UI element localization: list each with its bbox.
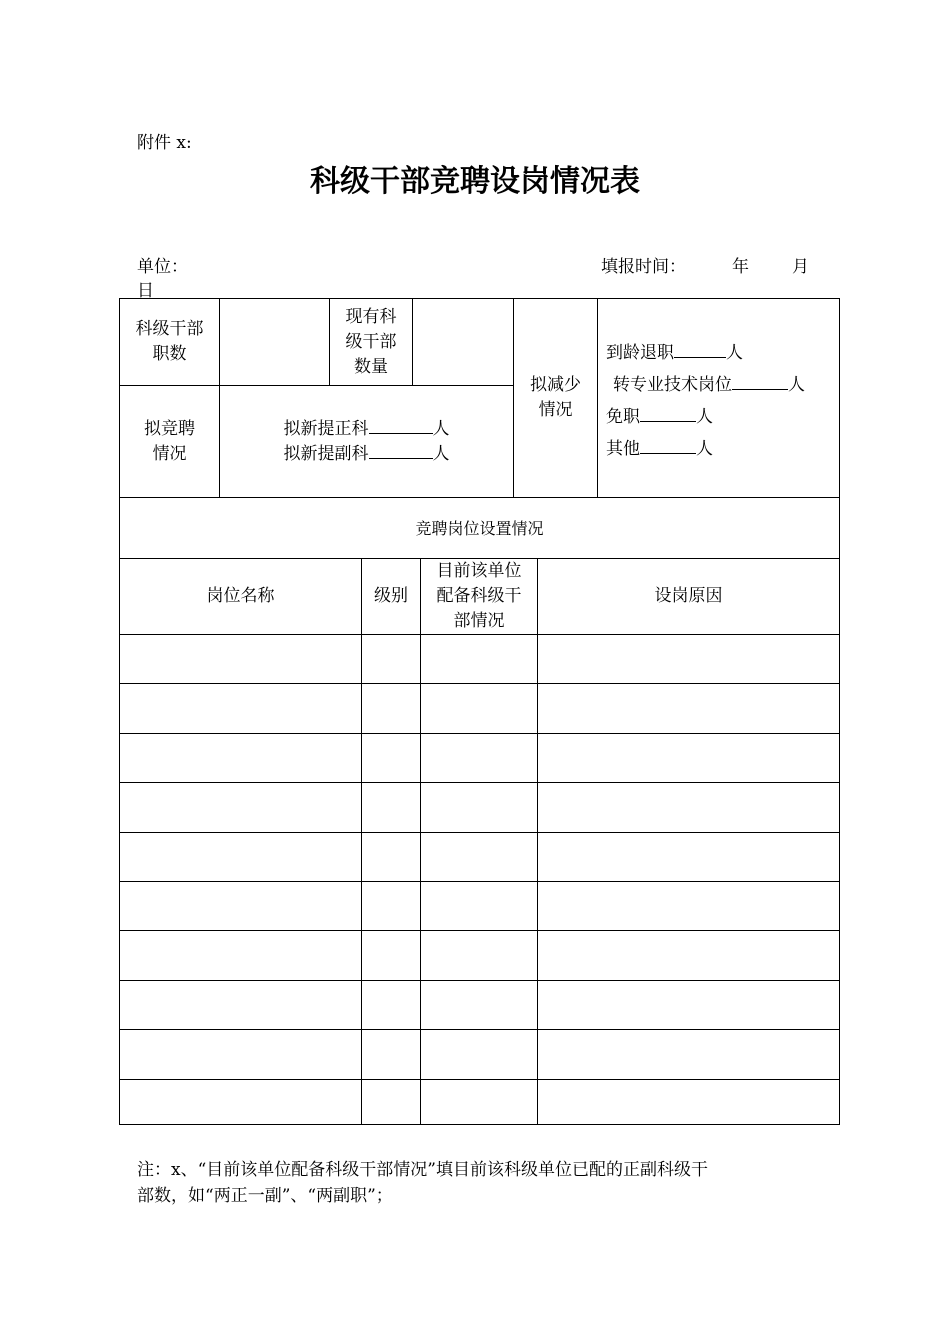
table-cell-level[interactable] (361, 980, 421, 1030)
compete-cell (219, 385, 514, 498)
table-cell-reason[interactable] (537, 832, 840, 882)
unit-person: 人 (696, 407, 713, 427)
table-cell-name[interactable] (119, 980, 362, 1030)
table-cell-name[interactable] (119, 1079, 362, 1125)
table-cell-reason[interactable] (537, 930, 840, 981)
table-cell-level[interactable] (361, 930, 421, 981)
other-label: 其他 (606, 439, 640, 459)
table-cell-reason[interactable] (537, 980, 840, 1030)
section-title: 竞聘岗位设置情况 (119, 497, 840, 559)
table-cell-current[interactable] (420, 881, 538, 931)
table-cell-reason[interactable] (537, 733, 840, 783)
unit-label: 单位： (137, 257, 188, 277)
unit-person: 人 (432, 418, 450, 439)
table-cell-current[interactable] (420, 1029, 538, 1080)
table-cell-level[interactable] (361, 1079, 421, 1125)
table-cell-level[interactable] (361, 1029, 421, 1080)
table-cell-name[interactable] (119, 881, 362, 931)
table-cell-name[interactable] (119, 1029, 362, 1080)
table-cell-reason[interactable] (537, 881, 840, 931)
day-label: 日 (137, 281, 154, 301)
table-cell-name[interactable] (119, 930, 362, 981)
table-cell-level[interactable] (361, 881, 421, 931)
table-cell-reason[interactable] (537, 634, 840, 684)
table-cell-current[interactable] (420, 634, 538, 684)
table-cell-level[interactable] (361, 634, 421, 684)
unit-person: 人 (726, 343, 743, 363)
table-cell-name[interactable] (119, 733, 362, 783)
attachment-label: 附件 x: (137, 133, 192, 153)
table-cell-reason[interactable] (537, 683, 840, 734)
table-cell-current[interactable] (420, 832, 538, 882)
reduce-label: 拟减少情况 (530, 375, 581, 420)
table-cell-level[interactable] (361, 733, 421, 783)
note-line-1: 注：x、“目前该单位配备科级干部情况”填目前该科级单位已配的正副科级干 (137, 1160, 708, 1180)
table-cell-current[interactable] (420, 683, 538, 734)
table-cell-current[interactable] (420, 733, 538, 783)
page-title: 科级干部竞聘设岗情况表 (310, 164, 640, 199)
unit-person: 人 (696, 439, 713, 459)
positions-label: 科级干部职数 (135, 319, 204, 364)
new-deputy-label: 拟新提副科 (283, 443, 369, 464)
note-line-2: 部数，如“两正一副”、“两副职”； (137, 1186, 393, 1206)
dismiss-label: 免职 (606, 407, 640, 427)
col-header-reason: 设岗原因 (537, 558, 840, 635)
table-cell-name[interactable] (119, 832, 362, 882)
table-cell-level[interactable] (361, 782, 421, 833)
reduce-details (597, 298, 840, 498)
retire-label: 到龄退职 (606, 343, 674, 363)
month-label: 月 (792, 257, 809, 277)
table-cell-reason[interactable] (537, 1079, 840, 1125)
current-label: 现有科级干部数量 (345, 306, 397, 377)
table-cell-level[interactable] (361, 832, 421, 882)
table-cell-level[interactable] (361, 683, 421, 734)
table-cell-name[interactable] (119, 683, 362, 734)
table-cell-current[interactable] (420, 980, 538, 1030)
unit-person: 人 (788, 375, 805, 395)
date-label: 填报时间： (601, 257, 686, 277)
table-cell-name[interactable] (119, 782, 362, 833)
col-header-current: 目前该单位配备科级干部情况 (436, 561, 522, 631)
table-cell-reason[interactable] (537, 782, 840, 833)
table-cell-name[interactable] (119, 634, 362, 684)
table-cell-current[interactable] (420, 1079, 538, 1125)
compete-label: 拟竞聘情况 (144, 418, 195, 464)
table-cell-current[interactable] (420, 930, 538, 981)
col-header-level: 级别 (361, 558, 421, 635)
table-cell-reason[interactable] (537, 1029, 840, 1080)
table-cell-current[interactable] (420, 782, 538, 833)
transfer-label: 转专业技术岗位 (613, 375, 732, 395)
positions-value[interactable] (219, 298, 330, 386)
unit-person: 人 (432, 443, 450, 464)
new-main-label: 拟新提正科 (283, 418, 369, 439)
col-header-name: 岗位名称 (119, 558, 362, 635)
current-value[interactable] (412, 298, 514, 386)
year-label: 年 (732, 257, 749, 277)
